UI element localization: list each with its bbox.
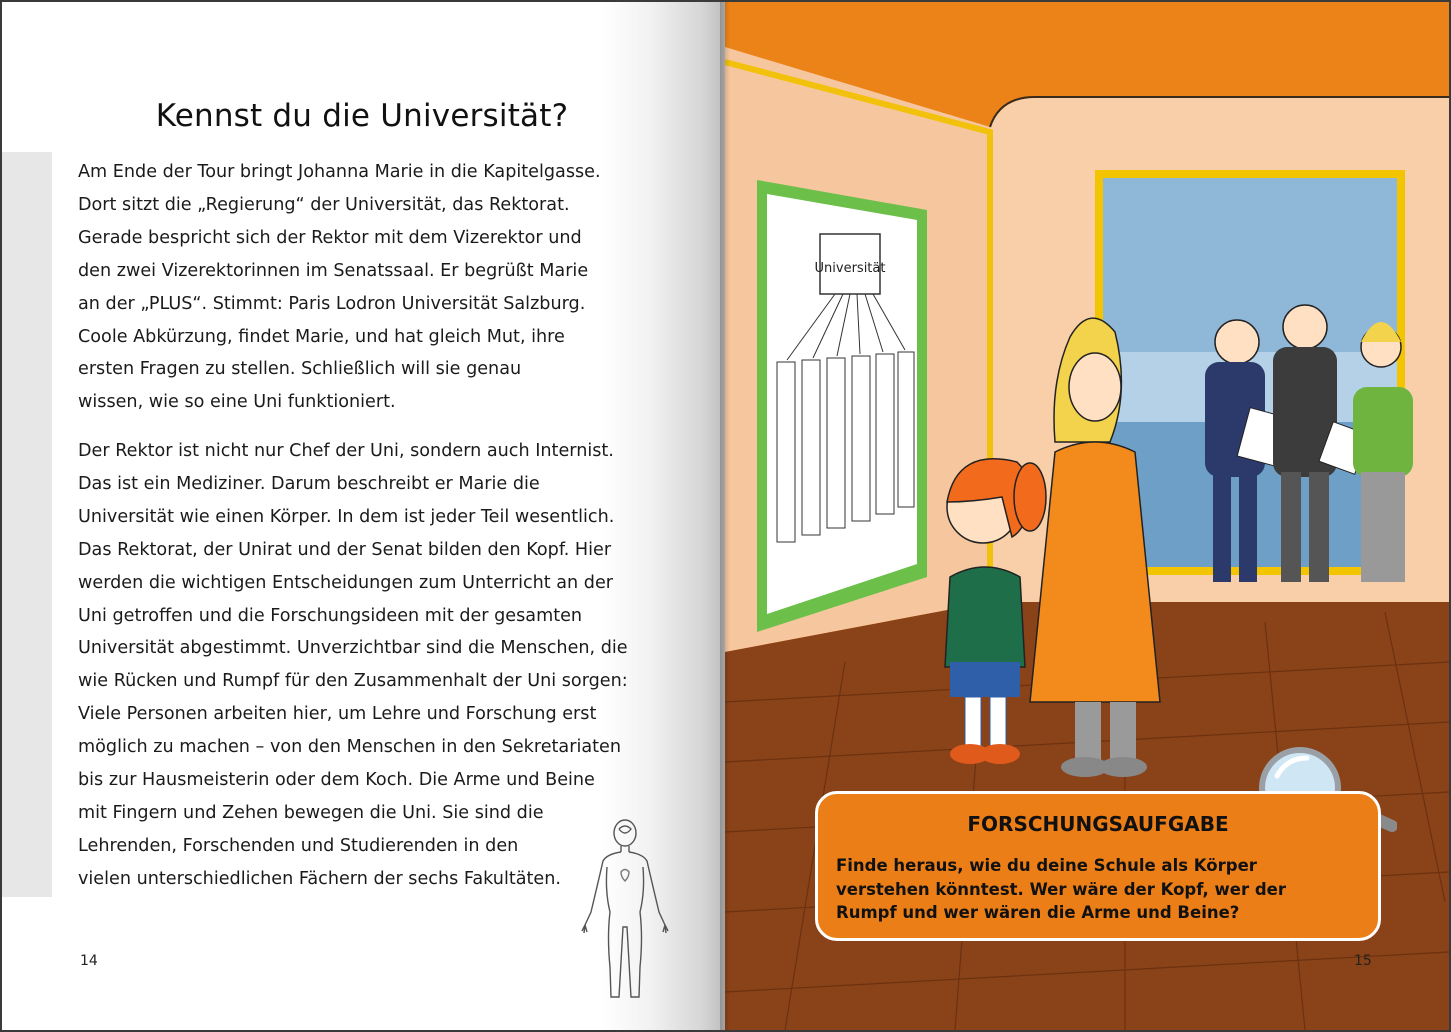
text-line: Coole Abkürzung, findet Marie, und hat gleich Mut, ihre — [78, 326, 565, 347]
text-line: Gerade bespricht sich der Rektor mit dem Vizerektor und — [78, 227, 582, 248]
task-text-line: verstehen könntest. Wer wäre der Kopf, wer der — [836, 879, 1286, 899]
research-task-box — [815, 791, 1381, 941]
text-line: Uni getroffen und die Forschungsideen mit der gesamten — [78, 605, 583, 626]
margin-bar — [2, 152, 52, 897]
text-line: Universität abgestimmt. Unverzichtbar sind die Menschen, die — [78, 638, 628, 659]
human-body-outline-icon — [577, 817, 673, 1002]
text-line: Das Rektorat, der Unirat und der Senat bilden den Kopf. Hier — [78, 539, 612, 560]
text-line: Das ist ein Mediziner. Darum beschreibt er Marie die — [78, 473, 540, 494]
text-line: Am Ende der Tour bringt Johanna Marie in die Kapitelgasse. — [78, 162, 601, 182]
text-line: bis zur Hausmeisterin oder dem Koch. Die Arme und Beine — [78, 770, 595, 791]
text-line: wissen, wie so eine Uni funktioniert. — [78, 392, 396, 413]
poster-heading: Universität — [814, 261, 886, 276]
book-spread — [2, 2, 1449, 1030]
page-number-left: 14 — [80, 953, 98, 969]
text-line: Dort sitzt die „Regierung“ der Universität, das Rektorat. — [78, 194, 570, 215]
task-text-line: Finde heraus, wie du deine Schule als Körper — [836, 856, 1257, 875]
text-line: ersten Fragen zu stellen. Schließlich will sie genau — [78, 359, 522, 380]
text-line: wie Rücken und Rumpf für den Zusammenhalt der Uni sorgen: — [78, 671, 628, 692]
left-page — [2, 2, 725, 1030]
text-line: Lehrenden, Forschenden und Studierenden in den — [78, 835, 519, 856]
book-spine-shadow — [720, 2, 730, 1030]
text-line: werden die wichtigen Entscheidungen zum Unterricht an der — [78, 572, 614, 593]
task-title: FORSCHUNGSAUFGABE — [967, 812, 1229, 836]
text-line: mit Fingern und Zehen bewegen die Uni. Sie sind die — [78, 802, 544, 823]
text-line: möglich zu machen – von den Menschen in den Sekretariaten — [78, 737, 621, 758]
text-line: den zwei Vizerektorinnen im Senatssaal. Er begrüßt Marie — [78, 260, 589, 281]
paragraph-2 — [78, 435, 648, 896]
text-line: an der „PLUS“. Stimmt: Paris Lodron Universität Salzburg. — [78, 293, 586, 314]
text-line: Viele Personen arbeiten hier, um Lehre und Forschung erst — [78, 704, 597, 725]
text-line: Universität wie einen Körper. In dem ist jeder Teil wesentlich. — [78, 506, 615, 527]
page-title: Kennst du die Universität? — [155, 98, 569, 134]
paragraph-1 — [78, 156, 648, 419]
text-line: Der Rektor ist nicht nur Chef der Uni, sondern auch Internist. — [78, 441, 614, 461]
task-text — [836, 854, 1286, 925]
task-text-line: Rumpf und wer wären die Arme und Beine? — [836, 903, 1240, 922]
page-number-right: 15 — [1354, 953, 1372, 969]
text-line: vielen unterschiedlichen Fächern der sechs Fakultäten. — [78, 868, 561, 889]
